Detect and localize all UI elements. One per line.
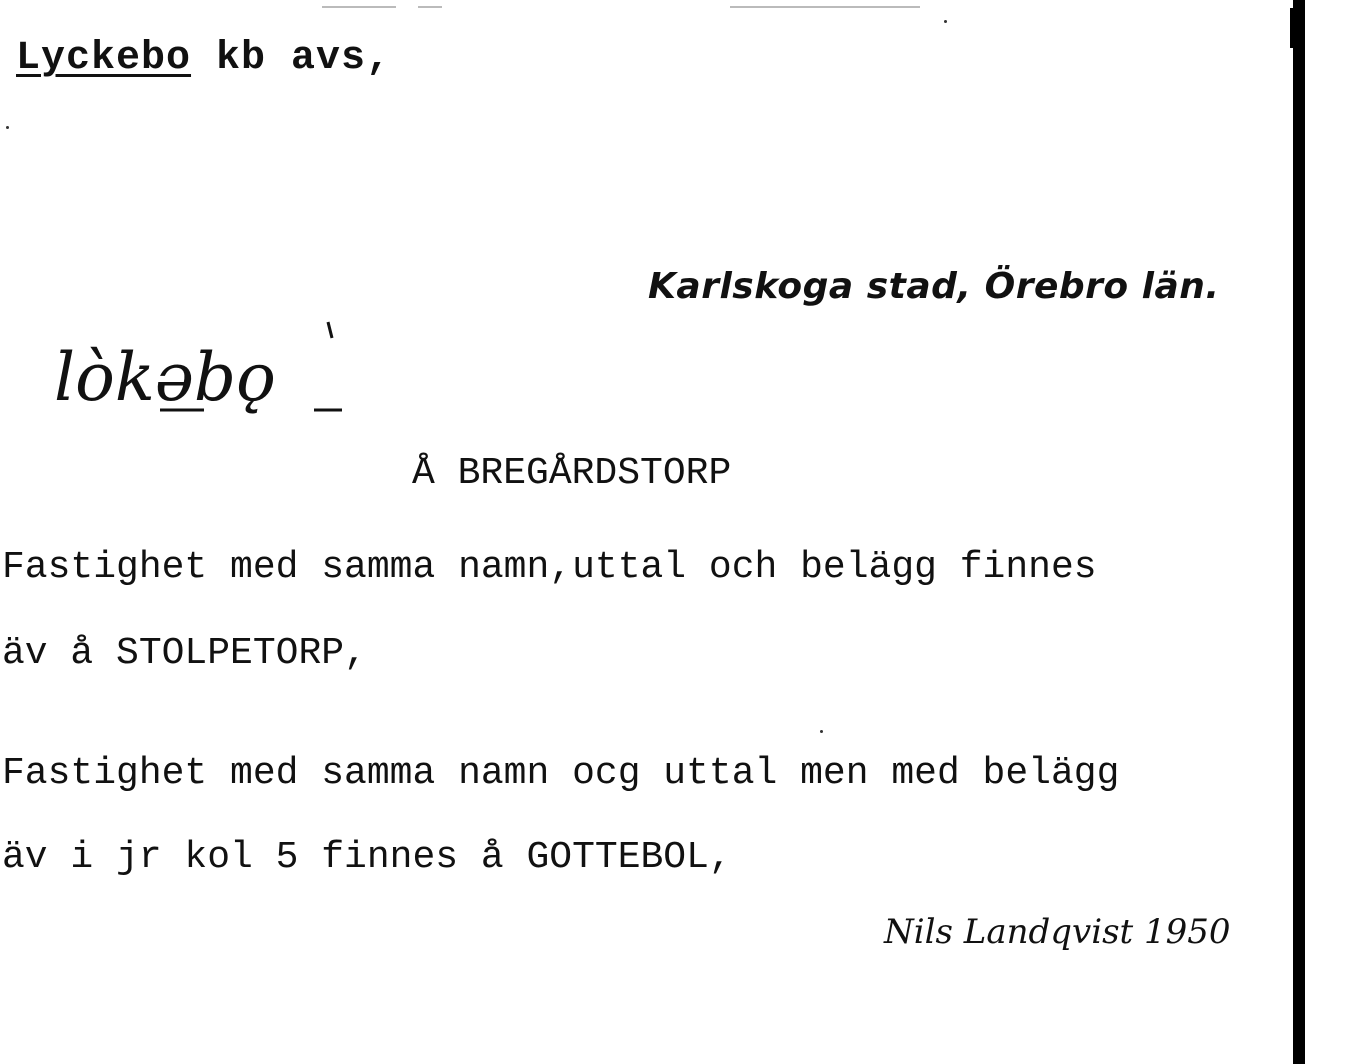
scan-speck: [944, 20, 947, 23]
headword-remainder: kb avs,: [191, 36, 392, 81]
signature-stamp: Nils Landqvist 1950: [884, 912, 1231, 952]
phonetic-text: lòkəbǫ: [54, 339, 276, 416]
headword-name: Lyckebo: [16, 36, 192, 81]
phonetic-stress-mark: [328, 322, 332, 338]
estate-title: Å BREGÅRDSTORP: [412, 452, 732, 495]
body-line-2: äv å STOLPETORP,: [2, 632, 367, 675]
scan-speck: [820, 730, 823, 733]
scan-speck: [418, 6, 442, 8]
body-line-4: äv i jr kol 5 finnes å GOTTEBOL,: [2, 836, 732, 879]
body-line-3: Fastighet med samma namn ocg uttal men med belägg: [2, 752, 1120, 795]
scan-speck: [322, 6, 396, 8]
headword: [16, 36, 391, 81]
location-stamp: Karlskoga stad, Örebro län.: [648, 266, 1220, 307]
scan-speck: [730, 6, 920, 8]
card-right-edge: [1293, 0, 1305, 1064]
body-line-1: Fastighet med samma namn,uttal och belägg finnes: [2, 546, 1097, 589]
scan-speck: [6, 126, 9, 129]
phonetic-transcription: [52, 318, 372, 418]
